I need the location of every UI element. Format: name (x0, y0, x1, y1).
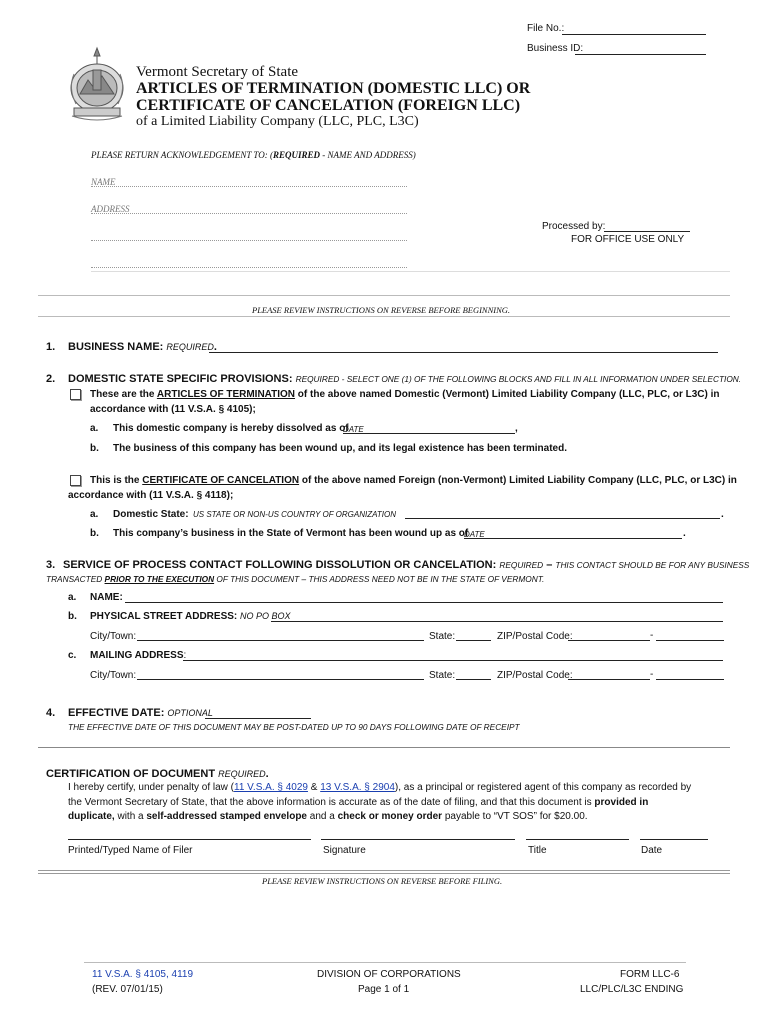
certification-rule (38, 747, 730, 748)
section3-note: TRANSACTED PRIOR TO THE EXECUTION OF THIS DOCUMENT – THIS ADDRESS NEED NOT BE IN THE STATE OF VERMONT. (46, 574, 545, 584)
footer-form-number: FORM LLC-6 (620, 969, 680, 980)
title-line-1: ARTICLES OF TERMINATION (DOMESTIC LLC) OR (136, 80, 531, 97)
foreign-date-field[interactable] (464, 538, 682, 539)
return-divider (91, 271, 730, 272)
foreign-b-end: . (683, 528, 686, 539)
contact-c-letter: c. (68, 650, 77, 661)
instructions-bottom: PLEASE REVIEW INSTRUCTIONS ON REVERSE BEFORE FILING. (262, 876, 503, 886)
domestic-b-letter: b. (90, 443, 99, 454)
section4-heading: EFFECTIVE DATE: OPTIONAL (68, 707, 213, 719)
contact-a-letter: a. (68, 592, 77, 603)
zip4-field-1[interactable] (656, 640, 724, 641)
footer-page-number: Page 1 of 1 (358, 984, 410, 995)
zip-dash-1: - (650, 630, 654, 641)
zip-dash-2: - (650, 669, 654, 680)
mailing-label: MAILING ADDRESS: (90, 650, 187, 661)
business-id-field[interactable] (575, 54, 706, 55)
city-label-2: City/Town: (90, 670, 137, 681)
filer-name-label: Printed/Typed Name of Filer (68, 845, 193, 856)
footer-division: DIVISION OF CORPORATIONS (317, 969, 461, 980)
section2-heading: DOMESTIC STATE SPECIFIC PROVISIONS: REQUIRED - SELECT ONE (1) OF THE FOLLOWING BLOCKS AND FILL IN ALL INFORMATION UNDER SELECTION. (68, 373, 742, 385)
foreign-text-line2: accordance with (11 V.S.A. § 4118); (68, 490, 234, 501)
file-no-label: File No.: (527, 23, 565, 34)
foreign-a-letter: a. (90, 509, 99, 520)
zip4-field-2[interactable] (656, 679, 724, 680)
domestic-a-end: , (515, 423, 518, 434)
state-field-2[interactable] (456, 679, 491, 680)
domestic-a-text: This domestic company is hereby dissolved as of (113, 423, 349, 434)
footer-statute-link[interactable]: 11 V.S.A. § 4105, 4119 (92, 969, 194, 980)
zip-field-1[interactable] (568, 640, 650, 641)
return-address-placeholder: ADDRESS (91, 204, 130, 214)
law-link-2904[interactable]: 13 V.S.A. § 2904 (320, 782, 395, 793)
law-link-4029[interactable]: 11 V.S.A. § 4029 (234, 782, 308, 793)
return-name-placeholder: NAME (91, 177, 116, 187)
domestic-text-line2: accordance with (11 V.S.A. § 4105); (90, 404, 256, 415)
zip-field-2[interactable] (568, 679, 650, 680)
foreign-b-letter: b. (90, 528, 99, 539)
domestic-checkbox[interactable] (70, 389, 81, 400)
state-label-1: State: (429, 631, 456, 642)
mailing-field[interactable] (183, 660, 723, 661)
filer-name-field[interactable] (68, 839, 311, 840)
office-use-label: FOR OFFICE USE ONLY (571, 234, 685, 245)
return-instruction: PLEASE RETURN ACKNOWLEDGEMENT TO: (REQUIRED - NAME AND ADDRESS) (91, 150, 416, 160)
domestic-a-letter: a. (90, 423, 99, 434)
state-label-2: State: (429, 670, 456, 681)
city-field-1[interactable] (137, 640, 424, 641)
certification-line2: the Vermont Secretary of State, that the above information is accurate as of the date of filing, and that this document is provided in (68, 797, 649, 808)
effective-date-field[interactable] (205, 718, 311, 719)
signature-field[interactable] (321, 839, 515, 840)
foreign-a-end: . (721, 509, 724, 520)
footer-revision: (REV. 07/01/15) (92, 984, 163, 995)
foreign-checkbox[interactable] (70, 475, 81, 486)
contact-name-field[interactable] (125, 602, 723, 603)
processed-by-label: Processed by: (542, 221, 606, 232)
return-address-field-2[interactable] (91, 240, 407, 241)
business-id-label: Business ID: (527, 43, 584, 54)
signature-label: Signature (323, 845, 366, 856)
instructions-rule (38, 316, 730, 317)
street-label: PHYSICAL STREET ADDRESS: NO PO BOX (90, 611, 291, 622)
title-field[interactable] (526, 839, 629, 840)
return-name-field[interactable] (91, 186, 407, 187)
street-field[interactable] (271, 621, 723, 622)
vermont-seal-icon (64, 44, 130, 124)
certification-line1: I hereby certify, under penalty of law (11 V.S.A. § 4029 & 13 V.S.A. § 2904), as a principal or registered agent of this company as recorded by (68, 782, 692, 793)
foreign-text-line1: This is the CERTIFICATE OF CANCELATION of the above named Foreign (non-Vermont) Limited Liability Company (LLC, PLC, or L3C) in (90, 475, 737, 486)
city-field-2[interactable] (137, 679, 424, 680)
city-label-1: City/Town: (90, 631, 137, 642)
title-label: Title (528, 845, 547, 856)
domestic-text-line1: These are the ARTICLES OF TERMINATION of the above named Domestic (Vermont) Limited Liability Company (LLC, PLC, or L3C) in (90, 389, 720, 400)
footer-form-subtitle: LLC/PLC/L3C ENDING (580, 984, 684, 995)
file-no-field[interactable] (562, 34, 706, 35)
certification-heading: CERTIFICATION OF DOCUMENT REQUIRED. (46, 768, 269, 780)
domestic-date-field[interactable] (343, 433, 515, 434)
certification-line3: duplicate, with a self-addressed stamped envelope and a check or money order payable to “VT SOS” for $20.00. (68, 811, 588, 822)
foreign-state-field[interactable] (405, 518, 720, 519)
title-line-2: CERTIFICATE OF CANCELATION (FOREIGN LLC) (136, 97, 521, 114)
contact-b-letter: b. (68, 611, 77, 622)
section1-heading: BUSINESS NAME: REQUIRED. (68, 341, 217, 353)
subtitle: of a Limited Liability Company (LLC, PLC, L3C) (136, 114, 419, 129)
processed-by-field (604, 231, 690, 232)
section2-number: 2. (46, 373, 56, 385)
instructions-top: PLEASE REVIEW INSTRUCTIONS ON REVERSE BEFORE BEGINNING. (252, 305, 511, 315)
section3-heading: SERVICE OF PROCESS CONTACT FOLLOWING DISSOLUTION OR CANCELATION: REQUIRED – THIS CONTACT SHOULD BE FOR ANY BUSINESS (63, 559, 750, 571)
section3-number: 3. (46, 559, 56, 571)
bottom-rule (38, 870, 730, 874)
business-name-field[interactable] (209, 352, 718, 353)
section4-note: THE EFFECTIVE DATE OF THIS DOCUMENT MAY BE POST-DATED UP TO 90 DAYS FOLLOWING DATE OF RECEIPT (68, 722, 520, 732)
state-field-1[interactable] (456, 640, 491, 641)
zip-label-1: ZIP/Postal Code: (497, 631, 573, 642)
foreign-b-text: This company’s business in the State of Vermont has been wound up as of (113, 528, 469, 539)
contact-name-label: NAME: (90, 592, 123, 603)
zip-label-2: ZIP/Postal Code: (497, 670, 573, 681)
agency-name: Vermont Secretary of State (136, 64, 299, 80)
return-address-field-1[interactable] (91, 213, 407, 214)
top-rule (38, 295, 730, 296)
foreign-date-hint: DATE (464, 530, 485, 539)
return-address-field-3[interactable] (91, 267, 407, 268)
domestic-b-text: The business of this company has been wound up, and its legal existence has been terminated. (113, 443, 567, 454)
domestic-date-hint: DATE (343, 425, 364, 434)
foreign-state-hint: US STATE OR NON-US COUNTRY OF ORGANIZATION (193, 510, 396, 519)
footer-rule (84, 962, 686, 963)
date-field[interactable] (640, 839, 708, 840)
foreign-a-text: Domestic State: (113, 509, 189, 520)
section4-number: 4. (46, 707, 56, 719)
date-label: Date (641, 845, 663, 856)
section1-number: 1. (46, 341, 56, 353)
